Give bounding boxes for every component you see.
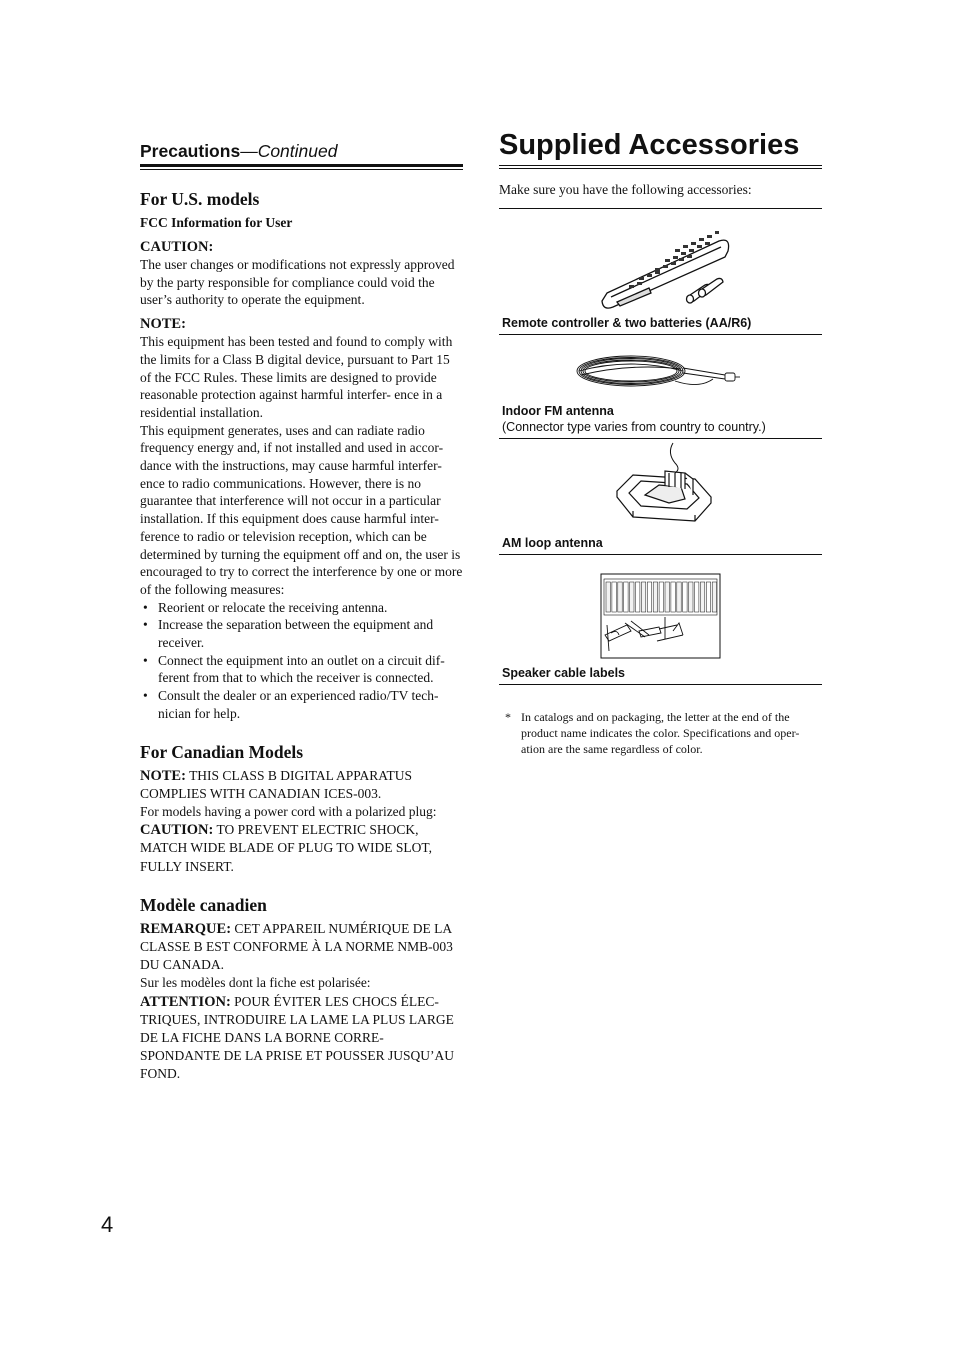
remarque-label: REMARQUE: (140, 920, 232, 937)
footnote-text: In catalogs and on packaging, the letter at the end of the product name indicates the color. Specifications and oper- ation are the same regardless of color. (521, 710, 800, 756)
am-loop-antenna-label: AM loop antenna (502, 536, 603, 550)
modele-canadien-heading: Modèle canadien (140, 894, 267, 915)
canadian-models-heading: For Canadian Models (140, 741, 304, 762)
label-strip (706, 582, 710, 612)
accessories-column (499, 128, 822, 757)
label-strip (695, 582, 699, 612)
label-strip (683, 582, 687, 612)
fm-antenna-icon (499, 335, 822, 403)
us-note-paragraph-1: This equipment has been tested and found to comply with the limits for a Class B digital device, pursuant to Part 15 of the FCC Rules. These limits are designed to provide reasonable protection against harmful interfer- ence in a residential installation. (140, 334, 453, 420)
list-item: • Connect the equipment into an outlet on a circuit dif- ferent from that to which the receiver is connected. (140, 652, 463, 687)
canada-note-text: THIS CLASS B DIGITAL APPARATUS COMPLIES WITH CANADIAN ICES-003. (140, 767, 413, 801)
us-caution-label: CAUTION: (140, 239, 214, 255)
divider (499, 684, 822, 685)
section-header-rule (140, 164, 463, 170)
canada-caution (140, 821, 463, 876)
canada-plug-text: For models having a power cord with a polarized plug: (140, 803, 437, 819)
us-models-heading: For U.S. models (140, 189, 260, 209)
canada-note-label: NOTE: (140, 767, 186, 784)
item-label (499, 403, 822, 419)
list-item: • Increase the separation between the equipment and receiver. (140, 616, 463, 651)
remarque (140, 920, 463, 975)
label-strip (665, 582, 669, 612)
remote-controller-icon (499, 209, 822, 315)
label-strip (630, 582, 634, 612)
color-footnote (499, 709, 822, 757)
label-strip (671, 582, 675, 612)
am-loop-antenna-icon (499, 439, 822, 535)
fm-antenna-label: Indoor FM antenna (502, 404, 614, 418)
item-label (499, 665, 822, 681)
label-strip (647, 582, 651, 612)
canada-caution-text: TO PREVENT ELECTRIC SHOCK, MATCH WIDE BLADE OF PLUG TO WIDE SLOT, FULLY INSERT. (140, 822, 432, 874)
remarque-text: CET APPAREIL NUMÉRIQUE DE LA CLASSE B EST CONFORME À LA NORME NMB-003 DU CANADA. (140, 920, 453, 973)
us-note-label: NOTE: (140, 316, 186, 333)
list-item: • Reorient or relocate the receiving antenna. (140, 599, 463, 617)
label-strip (659, 582, 663, 612)
label-strip (606, 582, 610, 612)
speaker-cable-labels-icon (499, 555, 822, 665)
attention (140, 993, 463, 1084)
label-strip (636, 582, 640, 612)
fcc-heading: FCC Information for User (140, 215, 293, 230)
attention-text: POUR ÉVITER LES CHOCS ÉLEC- TRIQUES, INTRODUIRE LA LAME LA PLUS LARGE DE LA FICHE DANS LA BORNE CORRE- SPONDANTE DE LA PRISE ET POUSSER JUSQU’AU FOND. (140, 993, 455, 1082)
attention-label: ATTENTION: (140, 993, 231, 1010)
fm-antenna-note: (Connector type varies from country to country.) (502, 420, 766, 434)
item-label (499, 535, 822, 551)
canada-caution-label: CAUTION: (140, 822, 214, 839)
us-note-paragraph-2: This equipment generates, uses and can radiate radio frequency energy and, if not installed and used in accor- dance with the instructions, may cause harmful interfer- ence to radio communications. However, there is no guarantee that interference will not occur in a particular installation. If this equipment does cause harmful inter- ference to radio or television reception, which can be determined by turning the equipment off and on, the user is encouraged to try to correct the interference by one or more of the following measures: (140, 422, 463, 597)
list-item: • Consult the dealer or an experienced radio/TV tech- nician for help. (140, 687, 463, 722)
label-strip (689, 582, 693, 612)
section-header-title: Precautions (140, 141, 241, 161)
label-strip (700, 582, 704, 612)
label-strip (612, 582, 616, 612)
section-header-continued: —Continued (240, 141, 338, 161)
remote-controller-label: Remote controller & two batteries (AA/R6) (502, 316, 752, 330)
speaker-cable-labels-label: Speaker cable labels (502, 666, 625, 680)
accessories-intro: Make sure you have the following accessories: (499, 182, 752, 197)
label-strip (653, 582, 657, 612)
item-label (499, 315, 822, 331)
label-strip (641, 582, 645, 612)
label-strip (618, 582, 622, 612)
label-strip (624, 582, 628, 612)
page-title: Supplied Accessories (499, 129, 800, 161)
canada-note (140, 767, 463, 803)
us-caution-text: The user changes or modifications not expressly approved by the party responsible for compliance could void the user’s authority to operate the equipment. (140, 257, 455, 308)
label-strip (677, 582, 681, 612)
page-number: 4 (101, 1212, 114, 1237)
footnote-mark: * (505, 710, 511, 724)
fcc-measures-list (140, 599, 463, 723)
fiche-text: Sur les modèles dont la fiche est polarisée: (140, 975, 371, 991)
label-strip (712, 582, 716, 612)
precautions-column (140, 140, 463, 1084)
section-header (140, 140, 463, 162)
title-rule (499, 165, 822, 169)
